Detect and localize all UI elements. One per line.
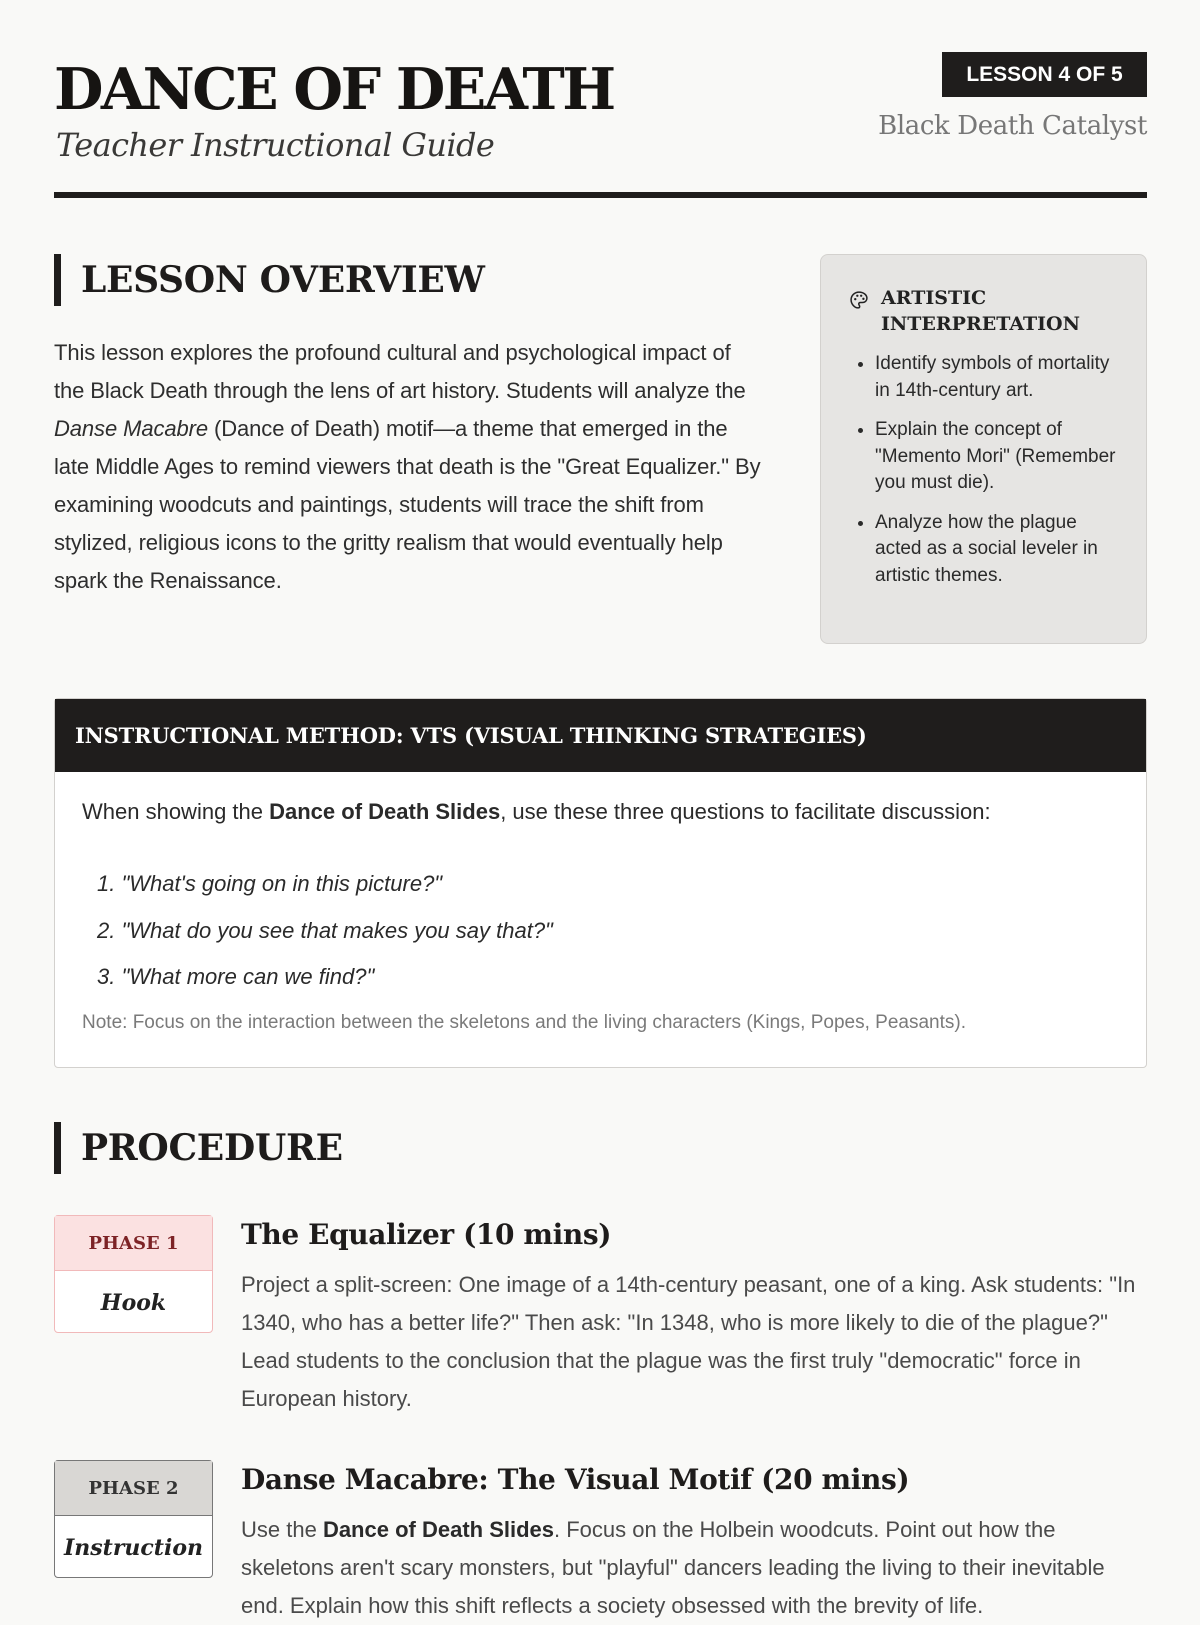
phase-2-label: PHASE 2 — [55, 1461, 212, 1516]
overview-text-part-2: (Dance of Death) motif—a theme that emerged in the late Middle Ages to remind viewers that death is the "Great Equalizer." By examining woodcuts and paintings, students will trace the shift from stylized, religious icons to the gritty realism that would eventually help spark the Renaissance. — [54, 416, 761, 593]
objective-item: • Identify symbols of mortality in 14th-century art. — [875, 351, 1124, 404]
vts-method-box — [54, 698, 1147, 1068]
guide-subtitle: Teacher Instructional Guide — [56, 126, 495, 164]
phase-1-label: PHASE 1 — [55, 1216, 212, 1271]
vts-intro-part-2: , use these three questions to facilitate discussion: — [500, 799, 991, 824]
vts-intro-part-1: When showing the — [82, 799, 270, 824]
phase-1-name: Hook — [100, 1289, 167, 1316]
vts-slides-reference: Dance of Death Slides — [269, 799, 501, 824]
overview-text — [54, 334, 764, 600]
phase-1-card — [54, 1215, 213, 1333]
vts-intro — [82, 799, 991, 825]
overview-heading: LESSON OVERVIEW — [54, 254, 485, 306]
guide-title: DANCE OF DEATH — [54, 56, 614, 123]
overview-emphasis: Danse Macabre — [54, 416, 208, 441]
objectives-list — [849, 351, 1124, 589]
guide-header — [54, 0, 1147, 200]
objective-item: • Analyze how the plague acted as a social leveler in artistic themes. — [875, 510, 1124, 590]
objectives-title: ARTISTIC INTERPRETATION — [881, 287, 1080, 335]
phase-2-slides-reference: Dance of Death Slides — [322, 1517, 555, 1542]
phase-2-text — [241, 1511, 1141, 1625]
phase-1-text: Project a split-screen: One image of a 14th-century peasant, one of a king. Ask students: "In 1340, who has a better life?" Then ask: "In 1348, who is more likely to die of the plague?" Lead students to the conclusion that the plague was the first truly "democratic" force in European history. — [241, 1272, 1136, 1411]
header-divider — [54, 192, 1147, 198]
phase-1-title: The Equalizer (10 mins) — [241, 1218, 612, 1251]
phase-2-text-part-1: Use the — [241, 1517, 323, 1542]
lesson-guide-page — [54, 0, 1147, 1618]
phase-2-title: Danse Macabre: The Visual Motif (20 mins) — [241, 1463, 910, 1496]
objectives-header — [849, 285, 1124, 337]
vts-question: 2. "What do you see that makes you say that?" — [97, 917, 553, 943]
phase-2-card — [54, 1460, 213, 1578]
phase-2-text-part-2: . Focus on the Holbein woodcuts. Point out how the skeletons aren't scary monsters, but "playful" dancers leading the living to their inevitable end. Explain how this shift reflects a society obsessed with the brevity of life. — [241, 1517, 1105, 1618]
unit-name: Black Death Catalyst — [878, 111, 1147, 141]
vts-note: Note: Focus on the interaction between the skeletons and the living characters (Kings, Popes, Peasants). — [82, 1012, 967, 1033]
vts-heading: INSTRUCTIONAL METHOD: VTS (VISUAL THINKING STRATEGIES) — [55, 699, 1146, 772]
overview-text-part-1: This lesson explores the profound cultural and psychological impact of the Black Death through the lens of art history. Students will analyze the — [54, 340, 746, 403]
vts-questions-list — [97, 861, 553, 1001]
phase-2-name: Instruction — [63, 1534, 203, 1561]
procedure-heading: PROCEDURE — [54, 1122, 343, 1174]
vts-question: 3. "What more can we find?" — [97, 964, 375, 989]
lesson-badge: LESSON 4 OF 5 — [942, 52, 1147, 97]
objectives-box — [820, 254, 1147, 644]
objective-item: • Explain the concept of "Memento Mori" (Remember you must die). — [875, 417, 1124, 497]
palette-icon — [849, 290, 869, 310]
vts-question: 1. "What's going on in this picture?" — [97, 871, 443, 896]
